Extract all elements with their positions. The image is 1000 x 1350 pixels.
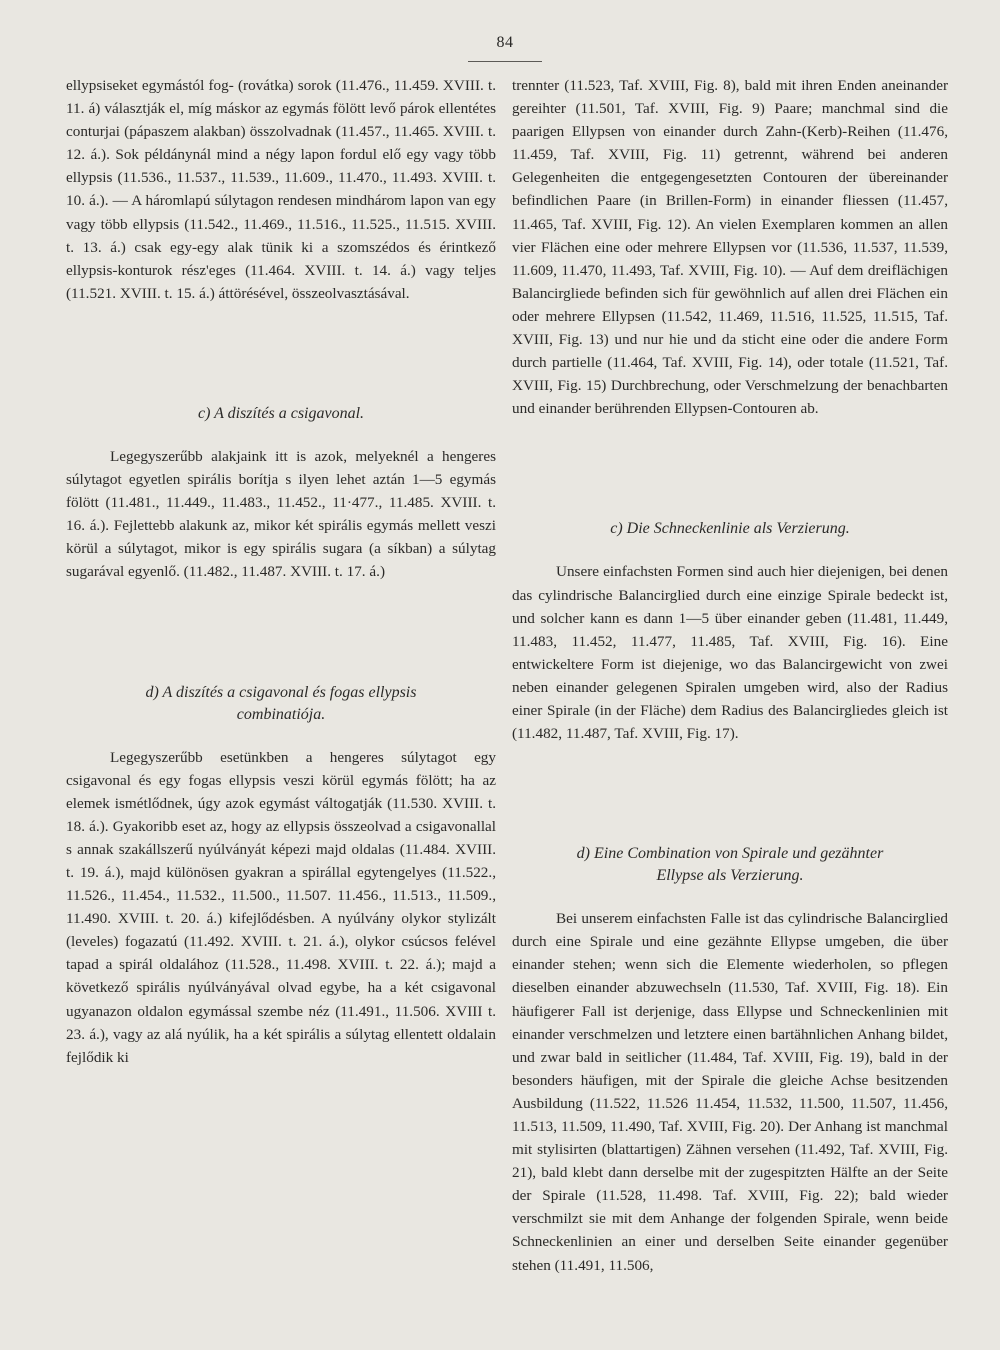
right-heading-c: c) Die Schneckenlinie als Verzierung.: [610, 520, 850, 538]
right-paragraph-d: Bei unserem einfachsten Falle ist das cylindrische Balancirglied durch eine Spirale und eine gezähnte Ellypse umgeben, die über einander stehen; wenn sich die Elemente wiederholen, so pflegen dieselben einander abzuwechseln (11.530, Taf. XVIII, Fig. 18). Ein häufigerer Fall ist derjenige, dass Ellypse und Schneckenlinien mit einander verschmelzen und letztere einen bartähnlichen Anhang bildet, und zwar bald in seitlicher (11.484, Taf. XVIII, Fig. 19), bald in der besonders häufigen, mit der Spirale die gleiche Achse besitzenden Ausbildung (11.522, 11.526 11.454, 11.532, 11.500, 11.507, 11.456, 11.513, 11.509, 11.490, Taf. XVIII, Fig. 20). Der Anhang ist manchmal mit stylisirten (blattartigen) Zähnen versehen (11.492, Taf. XVIII, Fig. 21), bald klebt dann derselbe mit der zugespitzten Hälfte an der Seite der Spirale (11.528, 11.498. Taf. XVIII, Fig. 22); bald wieder verschmilzt sie mit dem Anhange der folgenden Spirale, wenn beide Schneckenlinien an einer und derselben Seite einander gegenüber stehen (11.491, 11.506,: [512, 910, 948, 1274]
spacer: [66, 425, 496, 445]
left-paragraph-d: Legegyszerűbb esetünkben a hengeres súlytagot egy csigavonal és egy fogas ellypsis veszi körül egymás fölött; ha az elemek ismétlődnek, úgy azok egymást váltogatják (11.530. XVIII. t. 18. á.). Gyakoribb eset az, hogy az ellypsis összeolvad a csigavonallal s annak szakállszerű nyúlványát képezi majd oldalas (11.484. XVIII. t. 19. á.), majd különösen gyakran a spirállal egytengelyes (11.522., 11.526., 11.454., 11.532., 11.500., 11.507. 11.456., 11.513., 11.509., 11.490. XVIII. t. 20. á.) kifejlődésben. A nyúlvány olykor stylizált (leveles) fogazatú (11.492. XVIII. t. 21. á.), olykor csúcsos felével tapad a spirál oldalához (11.528., 11.498. XVIII. t. 22. á.); majd a következő spirális nyúlványával olvad egybe, ha a két csigavonal ugyanazon oldalon egymással szembe néz (11.491., 11.506. XVIII t. 23. á.), vagy az alá nyúlik, ha a két spirális a súlytag ellentett oldalain fejlődik ki: [66, 748, 496, 1066]
left-paragraph-c: Legegyszerűbb alakjaink itt is azok, melyeknél a hengeres súlytagot egyetlen spirális borítja s ilyen lehet aztán 1—5 egymás fölött (11.481., 11.449., 11.483., 11.452., 11·477., 11.485. XVIII. t. 16. á.). Fejlettebb alakunk az, mikor két spirális egymás mellett veszi körül a súlytagot, mikor is egy spirális sugara (a síkban) a súlytag sugarával egyenlő. (11.482., 11.487. XVIII. t. 17. á.): [66, 447, 496, 581]
spacer: [66, 584, 496, 682]
spacer: [66, 726, 496, 746]
left-heading-d: [66, 682, 496, 726]
spacer: [512, 420, 948, 518]
spacer: [512, 745, 948, 843]
left-intro-paragraph: ellypsiseket egymástól fog- (rovátka) sorok (11.476., 11.459. XVIII. t. 11. á) választják el, míg máskor az egymás fölött levő párok ellentétes conturjai (pápaszem alakban) összolvadnak (11.457., 11.465. XVIII. t. 12. á.). Sok példánynál mind a négy lapon fordul elő egy vagy több ellypsis (11.536., 11.537., 11.539., 11.609., 11.470., 11.493. XVIII. t. 10. á.). — A háromlapú súlytagon rendesen mindhárom lapon van egy vagy több ellypsis (11.542., 11.469., 11.516., 11.525., 11.515. XVIII. t. 13. á.) csak egy-egy alak tünik ki a szomszédos és érintkező ellypsis-konturok rész'eges (11.464. XVIII. t. 14. á.) vagy teljes (11.521. XVIII. t. 15. á.) áttörésével, összeolvasztásával.: [66, 77, 496, 302]
spacer: [66, 305, 496, 403]
left-heading-d-line2: combinatiója.: [236, 705, 326, 723]
right-heading-d-line2: Ellypse als Verzierung.: [656, 867, 804, 885]
right-heading-d: [512, 843, 948, 887]
right-intro-paragraph: trennter (11.523, Taf. XVIII, Fig. 8), bald mit ihren Enden aneinander gereihter (11.501, Taf. XVIII, Fig. 9) Paare; manchmal sind die paarigen Ellypsen von einander durch Zahn-(Kerb)-Reihen (11.476, 11.459, Taf. XVIII, Fig. 11) getrennt, während bei anderen Gelegenheiten die entgegengesetzten Contouren der übereinander befindlichen Paare (in Brillen-Form) in einander fliessen (11.457, 11.465, Taf. XVIII, Fig. 12). An vielen Exemplaren kommen an allen vier Flächen eine oder mehrere Ellypsen vor (11.536, 11.537, 11.539, 11.609, 11.470, 11.493, Taf. XVIII, Fig. 10). — Auf dem dreiflächigen Balancirgliede befinden sich für gewöhnlich auf allen drei Flächen ein oder mehrere Ellypsen (11.542, 11.469, 11.516, 11.525, 11.515, Taf. XVIII, Fig. 13) und nur hie und da sticht eine oder die andere Form durch partielle (11.464, Taf. XVIII, Fig. 14), oder totale (11.521, Taf. XVIII, Fig. 15) Durchbrechung, oder Verschmelzung der benachbarten und einander berührenden Ellypsen-Contouren ab.: [512, 77, 948, 418]
left-heading-c: c) A diszítés a csigavonal.: [197, 404, 365, 422]
spacer: [512, 887, 948, 907]
left-heading-d-line1: d) A diszítés a csigavonal és fogas ellypsis: [145, 683, 417, 701]
spacer: [512, 540, 948, 560]
right-paragraph-c: Unsere einfachsten Formen sind auch hier diejenigen, bei denen das cylindrische Balancirglied durch eine einzige Spirale bedeckt ist, und solcher kann es dann 1—5 über einander geben (11.481, 11.449, 11.483, 11.452, 11.477, 11.485, Taf. XVIII, Fig. 16). Eine entwickeltere Form ist diejenige, wo das Balancirgewicht von zwei neben einander gelegenen Spiralen umgeben wird, also der Radius einer Spirale (in der Fläche) dem Radius des Balancirgliedes gleich ist (11.482, 11.487, Taf. XVIII, Fig. 17).: [512, 563, 948, 743]
right-heading-d-line1: d) Eine Combination von Spirale und gezähnter: [576, 845, 884, 863]
left-column: [66, 74, 496, 1069]
page-number: 84: [496, 34, 514, 51]
right-column: [512, 74, 948, 1277]
page-number-rule: [468, 61, 542, 62]
